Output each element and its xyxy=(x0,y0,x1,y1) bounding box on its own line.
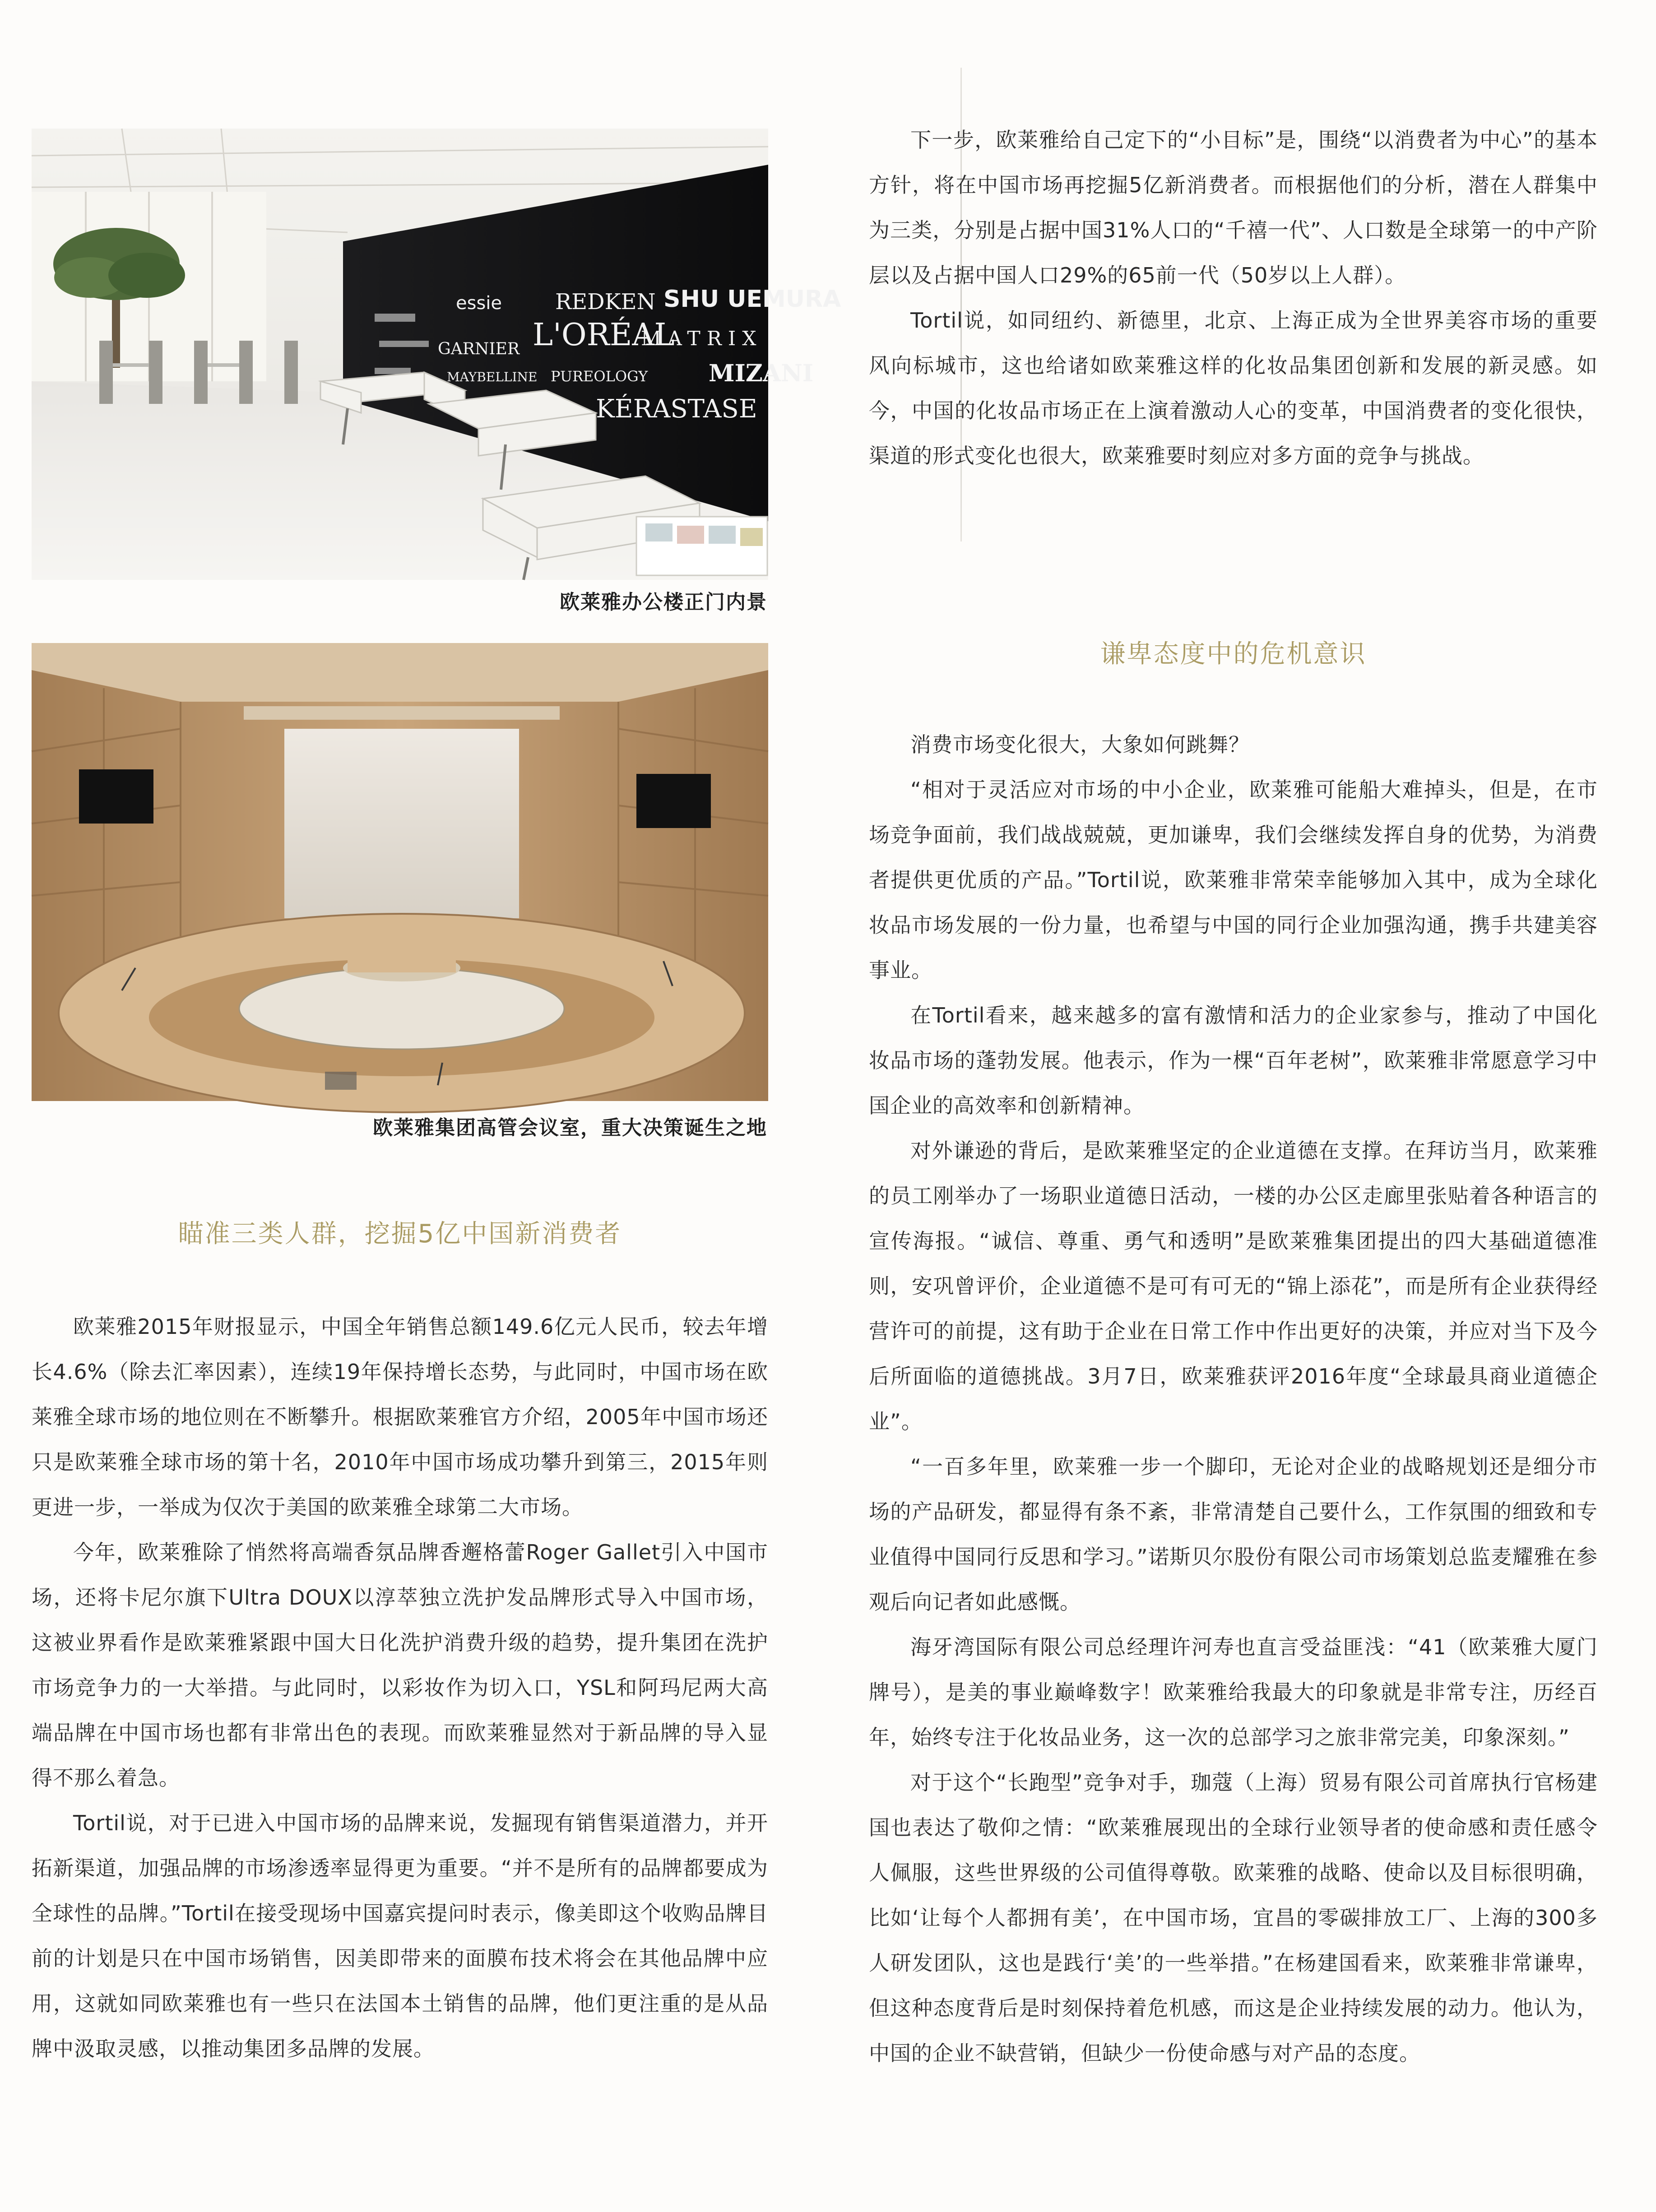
right-paragraph: 对于这个“长跑型”竞争对手，珈蔻（上海）贸易有限公司首席执行官杨建国也表达了敬仰之情：“欧莱雅展现出的全球行业领导者的使命感和责任感令人佩服，这些世界级的公司值得尊敬。欧莱雅的战略、使命以及目标很明确，比如‘让每个人都拥有美’，在中国市场，宜昌的零碳排放工厂、上海的300多人研发团队，这也是践行‘美’的一些举措。”在杨建国看来，欧莱雅非常谦卑，但这种态度背后是时刻保持着危机感，而这是企业持续发展的动力。他认为，中国的企业不缺营销，但缺少一份使命感与对产品的态度。 xyxy=(869,1770,1598,2065)
right-article-body xyxy=(869,722,1598,2076)
right-paragraph: 对外谦逊的背后，是欧莱雅坚定的企业道德在支撑。在拜访当月，欧莱雅的员工刚举办了一场职业道德日活动，一楼的办公区走廊里张贴着各种语言的宣传海报。“诚信、尊重、勇气和透明”是欧莱雅集团提出的四大基础道德准则，安巩曾评价，企业道德不是可有可无的“锦上添花”，而是所有企业获得经营许可的前提，这有助于企业在日常工作中作出更好的决策，并应对当下及今后所面临的道德挑战。3月7日，欧莱雅获评2016年度“全球最具商业道德企业”。 xyxy=(869,1138,1598,1434)
right-paragraph: 消费市场变化很大，大象如何跳舞？ xyxy=(910,732,1250,757)
boardroom-photo xyxy=(32,643,768,1101)
brand-logo-garnier: GARNIER xyxy=(438,340,520,358)
left-paragraph: Tortil说，对于已进入中国市场的品牌来说，发掘现有销售渠道潜力，并开拓新渠道，加强品牌的市场渗透率显得更为重要。“并不是所有的品牌都要成为全球性的品牌。”Tortil在接受现场中国嘉宾提问时表示，像美即这个收购品牌目前的计划是只在中国市场销售，因美即带来的面膜布技术将会在其他品牌中应用，这就如同欧莱雅也有一些只在法国本土销售的品牌，他们更注重的是从品牌中汲取灵感，以推动集团多品牌的发展。 xyxy=(32,1811,768,2061)
right-paragraph: 下一步，欧莱雅给自己定下的“小目标”是，围绕“以消费者为中心”的基本方针，将在中国市场再挖掘5亿新消费者。而根据他们的分析，潜在人群集中为三类，分别是占据中国31%人口的“千禧一代”、人口数是全球第一的中产阶层以及占据中国人口29%的65前一代（50岁以上人群）。 xyxy=(869,128,1598,287)
right-intro-body xyxy=(869,117,1598,478)
brand-logo-maybelline: MAYBELLINE xyxy=(447,370,538,384)
lobby-illustration xyxy=(32,129,841,580)
left-paragraph: 今年，欧莱雅除了悄然将高端香氛品牌香邂格蕾Roger Gallet引入中国市场，还将卡尼尔旗下Ultra DOUX以淳萃独立洗护发品牌形式导入中国市场，这被业界看作是欧莱雅紧跟中国大日化洗护消费升级的趋势，提升集团在洗护市场竞争力的一大举措。与此同时，以彩妆作为切入口，YSL和阿玛尼两大高端品牌在中国市场也都有非常出色的表现。而欧莱雅显然对于新品牌的导入显得不那么着急。 xyxy=(32,1540,768,1790)
left-section-heading: 瞄准三类人群，挖掘5亿中国新消费者 xyxy=(178,1219,622,1249)
brand-logo-matrix: MATRIX xyxy=(641,327,763,350)
right-paragraph: “相对于灵活应对市场的中小企业，欧莱雅可能船大难掉头，但是，在市场竞争面前，我们战战兢兢，更加谦卑，我们会继续发挥自身的优势，为消费者提供更优质的产品。”Tortil说，欧莱雅非常荣幸能够加入其中，成为全球化妆品市场发展的一份力量，也希望与中国的同行企业加强沟通，携手共建美容事业。 xyxy=(869,777,1598,982)
boardroom-caption: 欧莱雅集团高管会议室，重大决策诞生之地 xyxy=(373,1116,767,1139)
right-section-heading: 谦卑态度中的危机意识 xyxy=(1100,639,1367,669)
brand-logo-kerastase: KÉRASTASE xyxy=(596,394,757,424)
brand-logo-pureology: PUREOLOGY xyxy=(551,368,648,385)
right-paragraph: “一百多年里，欧莱雅一步一个脚印，无论对企业的战略规划还是细分市场的产品研发，都显得有条不紊，非常清楚自己要什么，工作氛围的细致和专业值得中国同行反思和学习。”诺斯贝尔股份有限公司市场策划总监麦耀雅在参观后向记者如此感慨。 xyxy=(869,1454,1598,1614)
right-paragraph: 海牙湾国际有限公司总经理许河寿也直言受益匪浅：“41（欧莱雅大厦门牌号），是美的事业巅峰数字！欧莱雅给我最大的印象就是非常专注，历经百年，始终专注于化妆品业务，这一次的总部学习之旅非常完美，印象深刻。” xyxy=(869,1635,1598,1749)
left-article-body xyxy=(32,1304,768,2071)
brand-logo-loreal: L'ORÉAL xyxy=(533,317,675,353)
left-paragraph: 欧莱雅2015年财报显示，中国全年销售总额149.6亿元人民币，较去年增长4.6%（除去汇率因素），连续19年保持增长态势，与此同时，中国市场在欧莱雅全球市场的地位则在不断攀升。根据欧莱雅官方介绍，2005年中国市场还只是欧莱雅全球市场的第十名，2010年中国市场成功攀升到第三，2015年则更进一步，一举成为仅次于美国的欧莱雅全球第二大市场。 xyxy=(32,1314,768,1519)
brand-logo-redken: REDKEN xyxy=(555,289,656,315)
right-paragraph: Tortil说，如同纽约、新德里，北京、上海正成为全世界美容市场的重要风向标城市，这也给诸如欧莱雅这样的化妆品集团创新和发展的新灵感。如今，中国的化妆品市场正在上演着激动人心的变革，中国消费者的变化很快，渠道的形式变化也很大，欧莱雅要时刻应对多方面的竞争与挑战。 xyxy=(869,308,1598,468)
right-paragraph: 在Tortil看来，越来越多的富有激情和活力的企业家参与，推动了中国化妆品市场的蓬勃发展。他表示，作为一棵“百年老树”，欧莱雅非常愿意学习中国企业的高效率和创新精神。 xyxy=(869,1003,1598,1118)
brand-logo-shu-uemura: SHU UEMURA xyxy=(663,286,841,313)
lobby-caption: 欧莱雅办公楼正门内景 xyxy=(560,591,767,614)
lobby-photo xyxy=(32,129,841,580)
boardroom-illustration xyxy=(32,643,768,1101)
brand-logo-essie: essie xyxy=(456,293,502,314)
brand-logo-mizani: MIZANI xyxy=(709,360,814,387)
